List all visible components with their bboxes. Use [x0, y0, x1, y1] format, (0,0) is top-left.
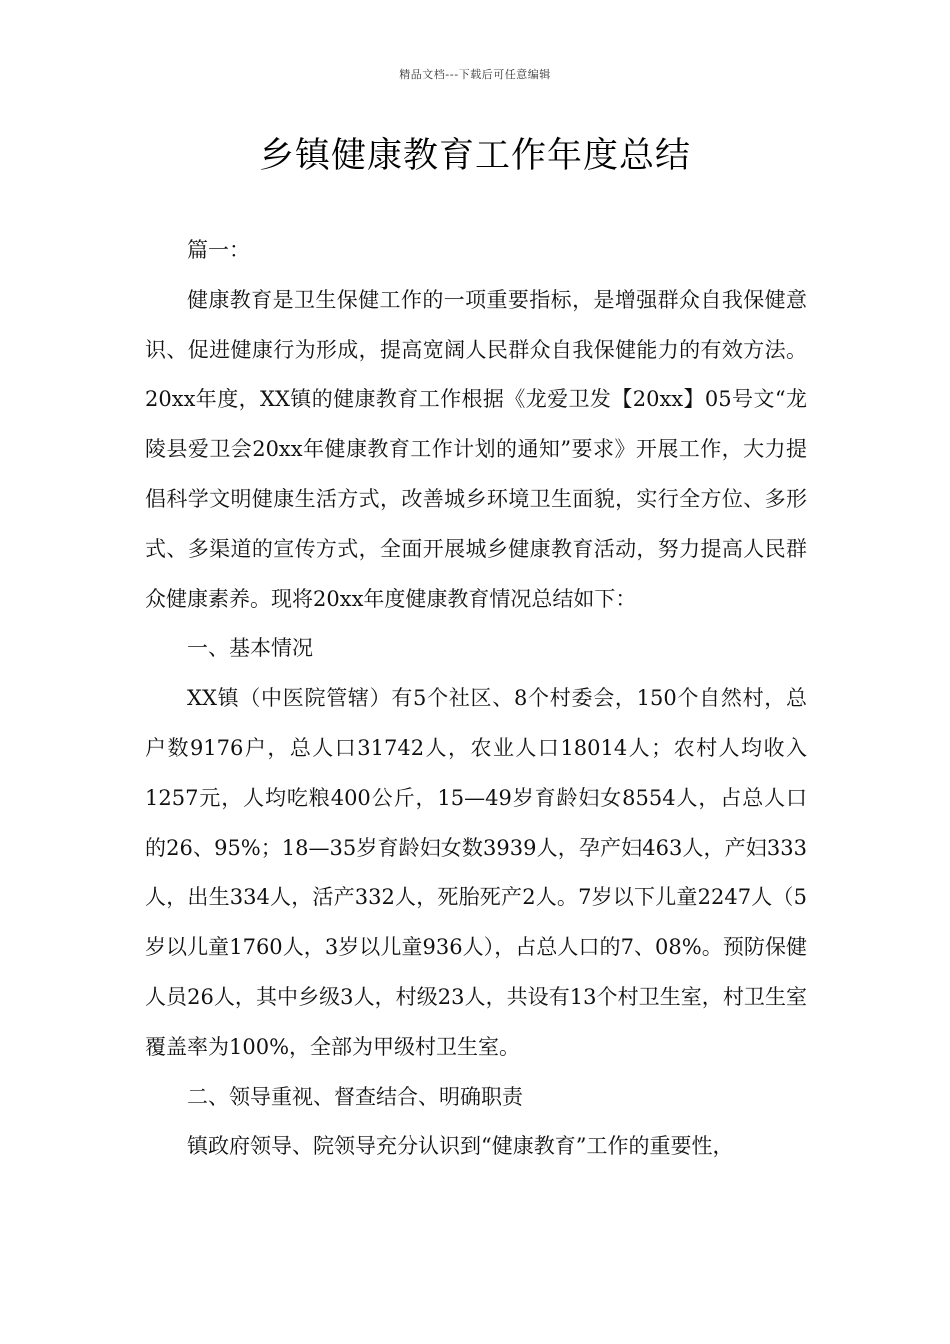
section-label: 篇一： — [187, 238, 250, 262]
leadership-paragraph: 镇政府领导、院领导充分认识到“健康教育”工作的重要性， — [187, 1134, 734, 1159]
section-heading-leadership: 二、领导重视、督查结合、明确职责 — [187, 1084, 523, 1109]
document-title: 乡镇健康教育工作年度总结 — [258, 136, 691, 176]
document-body — [145, 226, 807, 1172]
header-note: 精品文档---下载后可任意编辑 — [399, 68, 551, 81]
section-heading-basic-situation: 一、基本情况 — [187, 636, 313, 661]
basic-situation-paragraph: XX镇（中医院管辖）有5个社区、8个村委会，150个自然村，总户数9176户，总人口31742人，农业人口18014人；农村人均收入1257元，人均吃粮400公斤，15—49岁育龄妇女8554人，占总人口的26、95%；18—35岁育龄妇女数3939人，孕产妇463人，产妇333人，出生334人，活产332人，死胎死产2人。7岁以下儿童2247人（5岁以儿童1760人，3岁以儿童936人），占总人口的7、08%。预防保健人员26人，其中乡级3人，村级23人，共设有13个村卫生室，村卫生室覆盖率为100%，全部为甲级村卫生室。 — [145, 686, 807, 1059]
intro-paragraph: 健康教育是卫生保健工作的一项重要指标，是增强群众自我保健意识、促进健康行为形成，提高宽阔人民群众自我保健能力的有效方法。20xx年度，XX镇的健康教育工作根据《龙爱卫发【20xx】05号文“龙陵县爱卫会20xx年健康教育工作计划的通知”要求》开展工作，大力提倡科学文明健康生活方式，改善城乡环境卫生面貌，实行全方位、多形式、多渠道的宣传方式，全面开展城乡健康教育活动，努力提高人民群众健康素养。现将20xx年度健康教育情况总结如下： — [145, 287, 807, 611]
